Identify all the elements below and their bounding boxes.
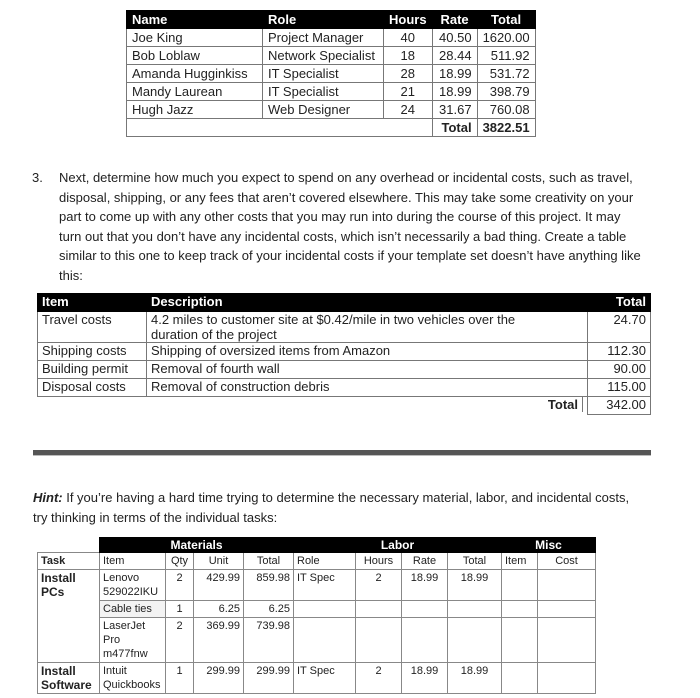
hint-label: Hint: [33,490,63,505]
cell-role: IT Spec [294,570,356,601]
table-row [38,361,651,379]
cell-unit: 369.99 [194,618,244,663]
cell-hours: 2 [356,570,402,601]
column-header-row [38,553,596,570]
total-value: 342.00 [588,397,651,415]
labor-cost-table [126,10,536,137]
col-unit: Unit [194,553,244,570]
col-item: Item [100,553,166,570]
cell-total: 1620.00 [477,29,535,47]
col-rate: Rate [432,11,477,29]
total-value: 3822.51 [477,119,535,137]
cell-unit: 429.99 [194,570,244,601]
cell-name: Mandy Laurean [127,83,263,101]
cell-rate: 40.50 [432,29,477,47]
group-header-row [38,538,596,553]
cell-labor-total: 18.99 [448,663,502,694]
table-row [38,343,651,361]
task-breakdown-table [37,537,596,694]
cell-total: 90.00 [588,361,651,379]
cell-role: Web Designer [263,101,384,119]
cell-total: 112.30 [588,343,651,361]
incidental-cost-table [37,293,651,415]
col-labor-total: Total [448,553,502,570]
cell-description: Shipping of oversized items from Amazon [147,343,588,361]
table-row [38,663,596,694]
cell-hours: 21 [384,83,433,101]
col-role: Role [294,553,356,570]
cell-role: IT Spec [294,663,356,694]
cell-rate: 28.44 [432,47,477,65]
cell-name: Amanda Hugginkiss [127,65,263,83]
cell-item: Shipping costs [38,343,147,361]
cell-item: Travel costs [38,312,147,343]
table-row [38,379,651,397]
cell-description: Removal of construction debris [147,379,588,397]
total-row [127,119,536,137]
cell-unit: 6.25 [194,601,244,618]
cell-name: Hugh Jazz [127,101,263,119]
cell-total: 299.99 [244,663,294,694]
col-misc-cost: Cost [538,553,596,570]
cell-rate: 18.99 [402,570,448,601]
cell-item: Disposal costs [38,379,147,397]
total-row [38,397,651,415]
cell-hours: 2 [356,663,402,694]
cell-hours: 40 [384,29,433,47]
cell-total: 739.98 [244,618,294,663]
cell-role: Project Manager [263,29,384,47]
cell-item: Building permit [38,361,147,379]
cell-role: IT Specialist [263,83,384,101]
col-total: Total [477,11,535,29]
cell-qty: 2 [166,618,194,663]
cell-total: 6.25 [244,601,294,618]
cell-total: 115.00 [588,379,651,397]
cell-description: 4.2 miles to customer site at $0.42/mile in two vehicles over the duration of the project [147,312,588,343]
table-row [127,47,536,65]
cell-qty: 1 [166,663,194,694]
group-labor: Labor [294,538,502,553]
cell-rate: 31.67 [432,101,477,119]
col-item: Item [38,294,147,312]
cell-total: 531.72 [477,65,535,83]
table-row [38,601,596,618]
section-divider [33,450,651,456]
task-name: Install PCs [38,570,100,663]
cell-total: 511.92 [477,47,535,65]
cell-hours: 28 [384,65,433,83]
table-row [38,312,651,343]
cell-total: 398.79 [477,83,535,101]
total-label: Total [432,119,477,137]
table-row [127,101,536,119]
col-role: Role [263,11,384,29]
cell-item: Cable ties [100,601,166,618]
cell-hours: 18 [384,47,433,65]
cell-hours: 24 [384,101,433,119]
group-misc: Misc [502,538,596,553]
table-row [127,83,536,101]
col-hours: Hours [384,11,433,29]
cell-item: LaserJet Pro m477fnw [100,618,166,663]
table-row [127,65,536,83]
cell-item: Intuit Quickbooks [100,663,166,694]
cell-unit: 299.99 [194,663,244,694]
col-rate: Rate [402,553,448,570]
cell-labor-total: 18.99 [448,570,502,601]
cell-total: 24.70 [588,312,651,343]
col-misc-item: Item [502,553,538,570]
cell-description: Removal of fourth wall [147,361,588,379]
table-row [127,29,536,47]
col-name: Name [127,11,263,29]
table-row [38,618,596,663]
col-total: Total [588,294,651,312]
col-task: Task [38,553,100,570]
total-label: Total [38,397,588,415]
cell-role: IT Specialist [263,65,384,83]
cell-total: 859.98 [244,570,294,601]
task-name: Install Software [38,663,100,694]
col-description: Description [147,294,588,312]
step-3-paragraph [32,168,642,285]
cell-qty: 2 [166,570,194,601]
col-material-total: Total [244,553,294,570]
step-text: Next, determine how much you expect to spend on any overhead or incidental costs, such as travel, disposal, shipping, or any fees that aren’t covered elsewhere. This may take some creativity on your part to come up with any other costs that you may run into during the course of this project. It may turn out that you don’t have any incidental costs, which isn’t necessarily a bad thing. Create a table similar to this one to keep track of your incidental costs if your template set doesn’t have anything like this: [59,170,641,283]
group-materials: Materials [100,538,294,553]
cell-rate: 18.99 [402,663,448,694]
labor-table-header [127,11,536,29]
cell-name: Joe King [127,29,263,47]
table-row [38,570,596,601]
cell-total: 760.08 [477,101,535,119]
cell-qty: 1 [166,601,194,618]
step-number: 3. [32,170,43,185]
hint-paragraph [33,488,645,528]
col-hours: Hours [356,553,402,570]
cell-rate: 18.99 [432,83,477,101]
col-qty: Qty [166,553,194,570]
hint-text: If you’re having a hard time trying to determine the necessary material, labor, and incidental costs, try thinking in terms of the individual tasks: [33,490,630,525]
cell-rate: 18.99 [432,65,477,83]
cell-role: Network Specialist [263,47,384,65]
incidental-table-header [38,294,651,312]
cell-name: Bob Loblaw [127,47,263,65]
cell-item: Lenovo 529022IKU [100,570,166,601]
